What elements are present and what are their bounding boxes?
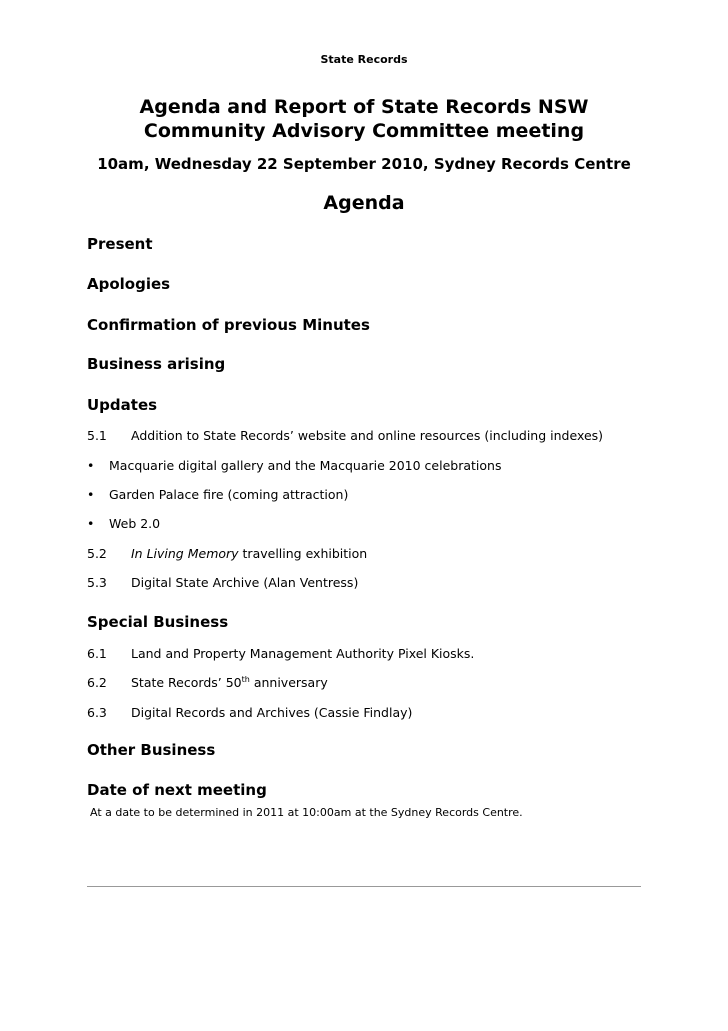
item-number: 6.1 [87,646,107,661]
item-number: 5.3 [87,575,107,590]
bullet-icon: • [87,458,95,473]
section-special-business: Special Business [87,613,229,631]
exhibition-title: In Living Memory [131,546,239,561]
footer-divider [87,886,641,887]
section-updates: Updates [87,396,158,414]
item-number: 5.2 [87,546,107,561]
section-apologies: Apologies [87,275,171,293]
section-present: Present [87,235,153,253]
document-title [0,95,728,143]
item-number: 6.3 [87,705,107,720]
section-confirmation: Confirmation of previous Minutes [87,316,370,334]
section-other-business: Other Business [87,741,216,759]
running-header: State Records [320,53,408,66]
item-text [131,546,367,561]
bullet-text: Web 2.0 [109,516,161,531]
document-title-line-1: Agenda and Report of State Records NSW [139,96,589,118]
item-text: Addition to State Records’ website and online resources (including indexes) [131,428,604,443]
next-meeting-details: At a date to be determined in 2011 at 10:00am at the Sydney Records Centre. [90,806,523,819]
section-next-meeting: Date of next meeting [87,781,267,799]
item-text: Digital Records and Archives (Cassie Findlay) [131,705,413,720]
item-number: 5.1 [87,428,107,443]
document-title-line-2: Community Advisory Committee meeting [143,120,585,142]
item-text: Digital State Archive (Alan Ventress) [131,575,359,590]
meeting-details: 10am, Wednesday 22 September 2010, Sydney Records Centre [97,155,631,173]
bullet-icon: • [87,516,95,531]
section-business-arising: Business arising [87,355,226,373]
item-text [131,675,328,690]
ordinal-superscript: th [241,675,250,684]
item-number: 6.2 [87,675,107,690]
item-text-rest: travelling exhibition [238,546,368,561]
bullet-text: Garden Palace fire (coming attraction) [109,487,349,502]
item-text: Land and Property Management Authority Pixel Kiosks. [131,646,475,661]
agenda-heading: Agenda [323,192,405,214]
bullet-text: Macquarie digital gallery and the Macquarie 2010 celebrations [109,458,502,473]
bullet-icon: • [87,487,95,502]
item-text-before: State Records’ 50 [131,675,242,690]
item-text-after: anniversary [249,675,328,690]
